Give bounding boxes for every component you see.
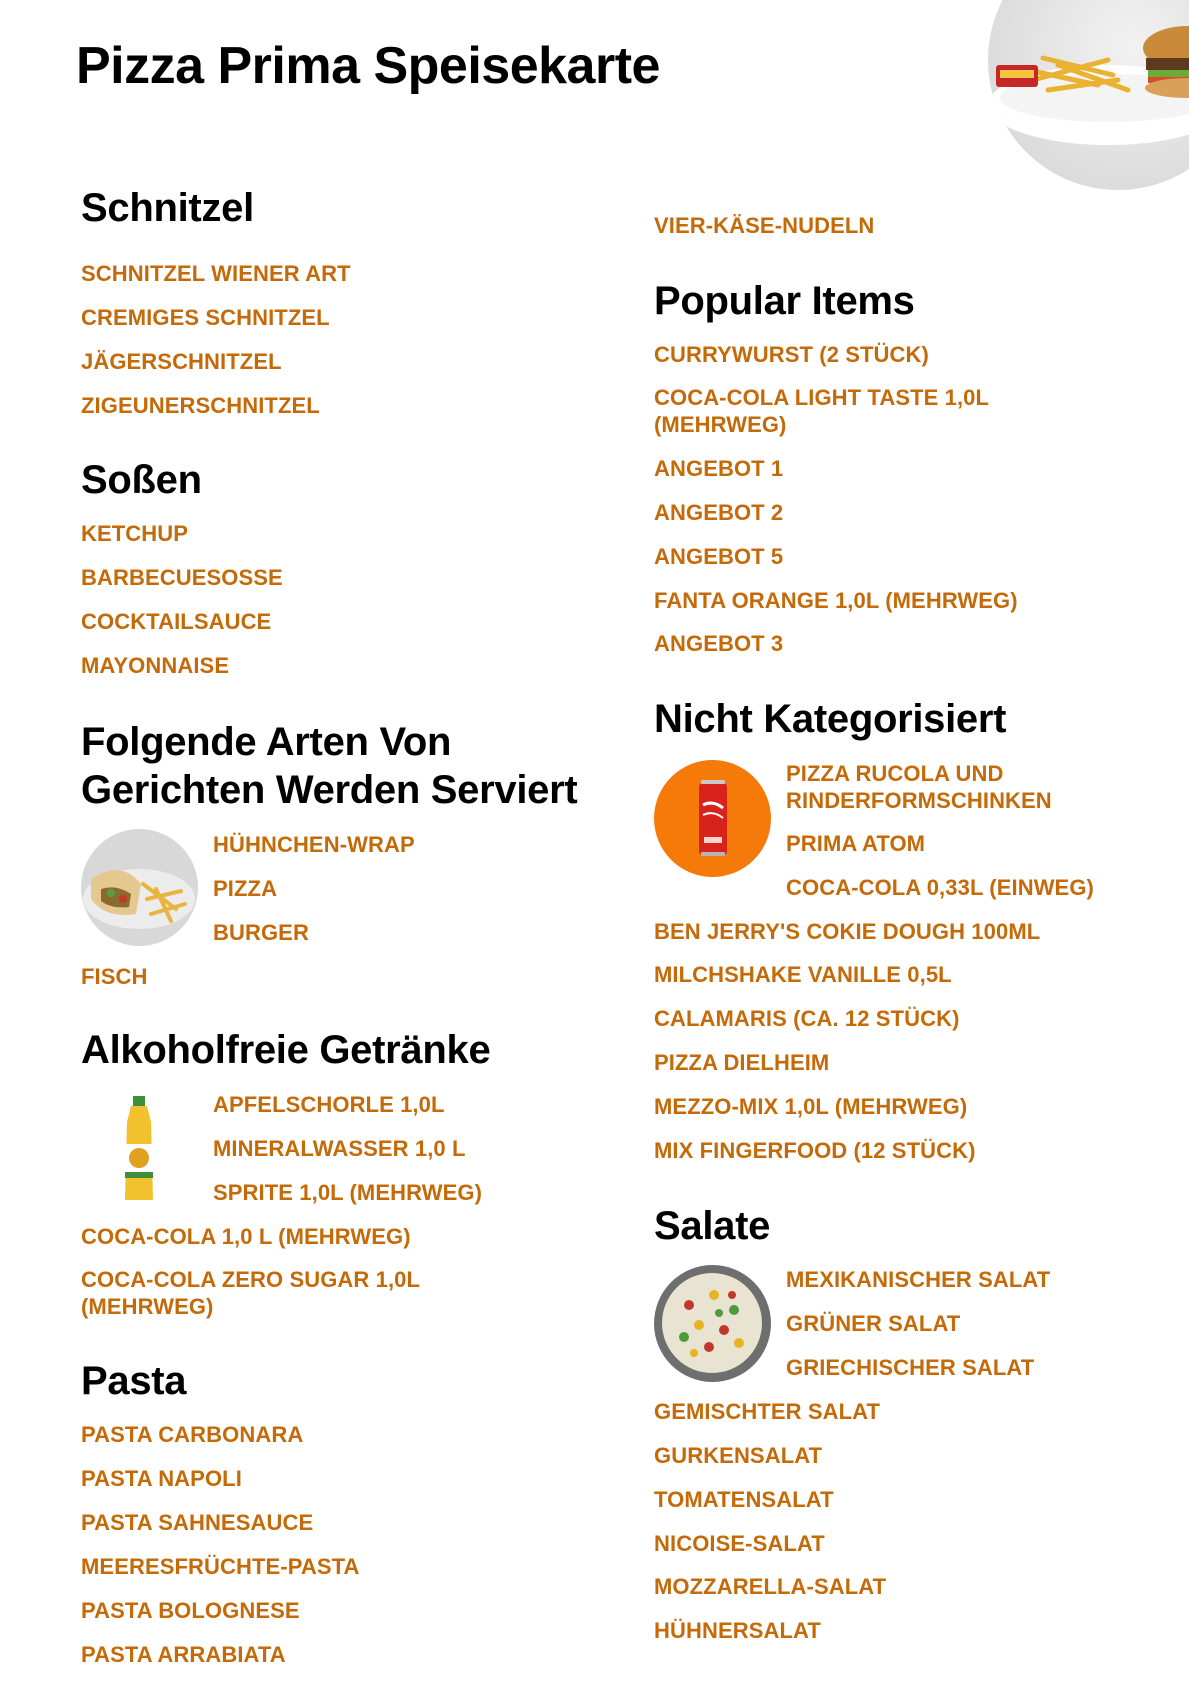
- menu-item-line: PIZZA RUCOLA UND: [786, 761, 1004, 786]
- category-schnitzel: [81, 184, 621, 232]
- salad-bowl-image: [654, 1265, 771, 1382]
- menu-item[interactable]: COCA-COLA 0,33L (EINWEG): [786, 875, 1094, 900]
- hero-burger-fries-image: [988, 0, 1189, 190]
- apfelschorle-bottle-image: [81, 1092, 198, 1209]
- menu-item[interactable]: BARBECUESOSSE: [81, 565, 283, 590]
- menu-item[interactable]: BURGER: [213, 920, 309, 945]
- menu-item[interactable]: ANGEBOT 1: [654, 456, 784, 481]
- menu-item[interactable]: MEERESFRÜCHTE-PASTA: [81, 1554, 360, 1579]
- cola-can-image: [654, 760, 771, 877]
- category-gerichte: [81, 718, 621, 814]
- wrap-fries-image: [81, 829, 198, 946]
- menu-item[interactable]: MILCHSHAKE VANILLE 0,5L: [654, 962, 952, 987]
- category-title-line: Folgende Arten Von: [81, 720, 452, 764]
- menu-item[interactable]: [786, 760, 1189, 814]
- menu-item[interactable]: ANGEBOT 5: [654, 544, 784, 569]
- menu-item[interactable]: GURKENSALAT: [654, 1443, 823, 1468]
- menu-item[interactable]: MINERALWASSER 1,0 L: [213, 1136, 466, 1161]
- category-title: Popular Items: [654, 279, 915, 323]
- menu-item[interactable]: GRÜNER SALAT: [786, 1311, 961, 1336]
- menu-item[interactable]: MOZZARELLA-SALAT: [654, 1574, 887, 1599]
- menu-item[interactable]: PRIMA ATOM: [786, 831, 926, 856]
- menu-item[interactable]: PASTA BOLOGNESE: [81, 1598, 300, 1623]
- menu-item-line: (MEHRWEG): [81, 1294, 214, 1319]
- menu-item[interactable]: FANTA ORANGE 1,0L (MEHRWEG): [654, 588, 1018, 613]
- menu-item[interactable]: PASTA ARRABIATA: [81, 1642, 286, 1667]
- page-title: Pizza Prima Speisekarte: [76, 37, 660, 95]
- category-pasta: [81, 1357, 621, 1405]
- category-title: Nicht Kategorisiert: [654, 697, 1007, 741]
- category-sossen: [81, 456, 621, 504]
- menu-item[interactable]: MEZZO-MIX 1,0L (MEHRWEG): [654, 1094, 968, 1119]
- menu-item[interactable]: JÄGERSCHNITZEL: [81, 349, 282, 374]
- menu-item[interactable]: ANGEBOT 2: [654, 500, 784, 525]
- menu-item[interactable]: [81, 1266, 561, 1320]
- menu-item[interactable]: PIZZA: [213, 876, 278, 901]
- category-title: Soßen: [81, 458, 202, 502]
- menu-item-line: (MEHRWEG): [654, 412, 787, 437]
- menu-item[interactable]: GEMISCHTER SALAT: [654, 1399, 881, 1424]
- menu-item-line: COCA-COLA LIGHT TASTE 1,0L: [654, 385, 990, 410]
- menu-item[interactable]: TOMATENSALAT: [654, 1487, 834, 1512]
- menu-item[interactable]: PASTA SAHNESAUCE: [81, 1510, 314, 1535]
- menu-item[interactable]: HÜHNCHEN-WRAP: [213, 832, 415, 857]
- menu-item[interactable]: PIZZA DIELHEIM: [654, 1050, 830, 1075]
- menu-item[interactable]: HÜHNERSALAT: [654, 1618, 821, 1643]
- menu-item[interactable]: CREMIGES SCHNITZEL: [81, 305, 330, 330]
- category-title: [81, 718, 621, 814]
- menu-item-line: RINDERFORMSCHINKEN: [786, 788, 1052, 813]
- category-title: Salate: [654, 1204, 771, 1248]
- menu-item[interactable]: NICOISE-SALAT: [654, 1531, 825, 1556]
- menu-item[interactable]: APFELSCHORLE 1,0L: [213, 1092, 445, 1117]
- menu-item[interactable]: BEN JERRY'S COKIE DOUGH 100ML: [654, 919, 1041, 944]
- menu-item[interactable]: VIER-KÄSE-NUDELN: [654, 213, 875, 238]
- menu-item[interactable]: PASTA NAPOLI: [81, 1466, 242, 1491]
- menu-item[interactable]: [654, 384, 1134, 438]
- menu-item[interactable]: COCKTAILSAUCE: [81, 609, 272, 634]
- menu-item-line: COCA-COLA ZERO SUGAR 1,0L: [81, 1267, 421, 1292]
- category-alkoholfreie-getraenke: [81, 1026, 621, 1074]
- menu-item[interactable]: MIX FINGERFOOD (12 STÜCK): [654, 1138, 976, 1163]
- menu-item[interactable]: GRIECHISCHER SALAT: [786, 1355, 1035, 1380]
- menu-item[interactable]: SCHNITZEL WIENER ART: [81, 261, 351, 286]
- menu-item[interactable]: COCA-COLA 1,0 L (MEHRWEG): [81, 1224, 411, 1249]
- category-title: Schnitzel: [81, 186, 254, 230]
- menu-item[interactable]: PASTA CARBONARA: [81, 1422, 304, 1447]
- menu-item[interactable]: ZIGEUNERSCHNITZEL: [81, 393, 320, 418]
- category-popular-items: [654, 277, 1174, 325]
- menu-item[interactable]: ANGEBOT 3: [654, 631, 784, 656]
- category-title: Alkoholfreie Getränke: [81, 1028, 491, 1072]
- category-title-line: Gerichten Werden Serviert: [81, 768, 578, 812]
- category-title: Pasta: [81, 1359, 187, 1403]
- menu-item[interactable]: CALAMARIS (CA. 12 STÜCK): [654, 1006, 960, 1031]
- menu-item[interactable]: MAYONNAISE: [81, 653, 230, 678]
- menu-item[interactable]: KETCHUP: [81, 521, 189, 546]
- menu-item[interactable]: CURRYWURST (2 STÜCK): [654, 342, 929, 367]
- category-salate: [654, 1202, 1174, 1250]
- category-nicht-kategorisiert: [654, 695, 1174, 743]
- menu-item[interactable]: FISCH: [81, 964, 148, 989]
- menu-item[interactable]: MEXIKANISCHER SALAT: [786, 1267, 1051, 1292]
- menu-item[interactable]: SPRITE 1,0L (MEHRWEG): [213, 1180, 482, 1205]
